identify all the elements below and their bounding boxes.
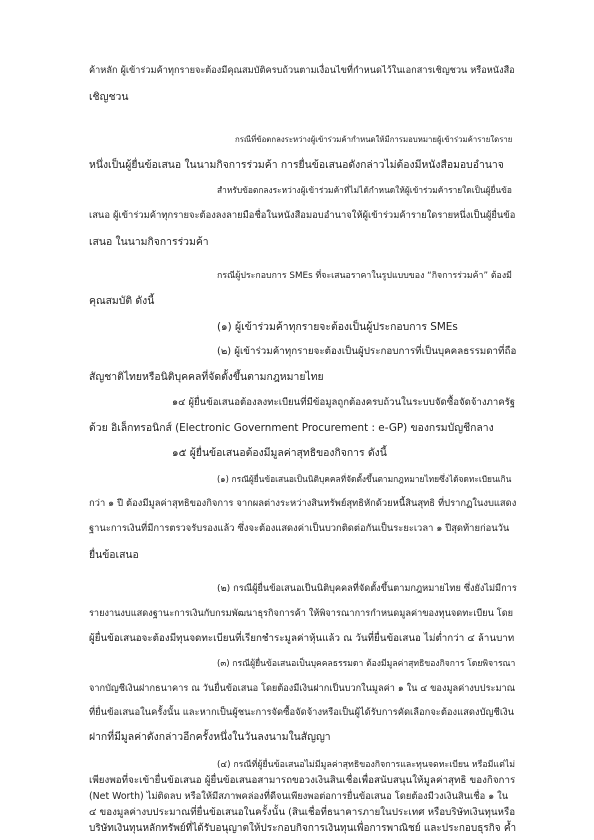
text-line: ฝากที่มีมูลค่าดังกล่าวอีกครั้งหนึ่งในวันลงนามในสัญญา	[89, 731, 331, 743]
text-line: ๔ ของมูลค่างบประมาณที่ยื่นข้อเสนอในครั้งนั้น (สินเชื่อที่ธนาคารภายในประเทศ หรือบริษัทเงินทุนหรือ	[89, 807, 516, 818]
text-line: คุณสมบัติ ดังนี้	[89, 295, 155, 307]
text-line: ที่ยื่นข้อเสนอในครั้งนั้น และหากเป็นผู้ชนะการจัดซื้อจัดจ้างหรือเป็นผู้ได้รับการคัดเลือกจะต้องแสดงบัญชีเงิน	[89, 707, 515, 718]
text-line: (๓) กรณีผู้ยื่นข้อเสนอเป็นบุคคลธรรมดา ต้องมีมูลค่าสุทธิของกิจการ โดยพิจารณา	[217, 659, 516, 669]
text-line: ๑๕ ผู้ยื่นข้อเสนอต้องมีมูลค่าสุทธิของกิจการ ดังนี้	[172, 447, 387, 459]
text-line: เชิญชวน	[89, 91, 129, 103]
text-line: กรณีผู้ประกอบการ SMEs ที่จะเสนอราคาในรูปแบบของ “กิจการร่วมค้า” ต้องมี	[217, 271, 512, 281]
text-line: (๔) กรณีที่ผู้ยื่นข้อเสนอไม่มีมูลค่าสุทธิของกิจการและทุนจดทะเบียน หรือมีแต่ไม่	[217, 760, 516, 770]
text-line: ยื่นข้อเสนอ	[89, 549, 139, 561]
text-line: เพียงพอที่จะเข้ายื่นข้อเสนอ ผู้ยื่นข้อเสนอสามารถขอวงเงินสินเชื่อเพื่อสนับสนุนให้มูลค่าสุทธิ ของกิจการ	[89, 775, 516, 786]
text-line: ๑๔ ผู้ยื่นข้อเสนอต้องลงทะเบียนที่มีข้อมูลถูกต้องครบถ้วนในระบบจัดซื้อจัดจ้างภาครัฐ	[172, 397, 516, 408]
text-line: (๒) กรณีผู้ยื่นข้อเสนอเป็นนิติบุคคลที่จัดตั้งขึ้นตามกฎหมายไทย ซึ่งยังไม่มีการ	[217, 583, 517, 594]
text-line: จากบัญชีเงินฝากธนาคาร ณ วันยื่นข้อเสนอ โดยต้องมีเงินฝากเป็นบวกในมูลค่า ๑ ใน ๔ ของมูลค่างบประมาณ	[89, 683, 516, 694]
text-line: เสนอ ผู้เข้าร่วมค้าทุกรายจะต้องลงลายมือชื่อในหนังสือมอบอำนาจให้ผู้เข้าร่วมค้ารายใดรายหนึ่งเป็นผู้ยื่นข้อ	[89, 210, 516, 221]
text-line: ฐานะการเงินที่มีการตรวจรับรองแล้ว ซึ่งจะต้องแสดงค่าเป็นบวกติดต่อกันเป็นระยะเวลา ๑ ปีสุดท้ายก่อนวัน	[89, 523, 510, 534]
text-line: สำหรับข้อตกลงระหว่างผู้เข้าร่วมค้าที่ไม่ได้กำหนดให้ผู้เข้าร่วมค้ารายใดเป็นผู้ยื่นข้อ	[217, 185, 512, 195]
text-line: (๑) ผู้เข้าร่วมค้าทุกรายจะต้องเป็นผู้ประกอบการ SMEs	[217, 321, 458, 333]
text-line: (๑) กรณีผู้ยื่นข้อเสนอเป็นนิติบุคคลที่จัดตั้งขึ้นตามกฎหมายไทยซึ่งได้จดทะเบียนเกิน	[217, 474, 512, 484]
text-line: กรณีที่ข้อตกลงระหว่างผู้เข้าร่วมค้ากำหนดให้มีการมอบหมายผู้เข้าร่วมค้ารายใดราย	[235, 135, 513, 144]
text-line: กว่า ๑ ปี ต้องมีมูลค่าสุทธิของกิจการ จากผลต่างระหว่างสินทรัพย์สุทธิหักด้วยหนี้สินสุทธิ ที่ปรากฏในงบแสดง	[89, 498, 517, 509]
text-line: หนึ่งเป็นผู้ยื่นข้อเสนอ ในนามกิจการร่วมค้า การยื่นข้อเสนอดังกล่าวไม่ต้องมีหนังสือมอบอำนาจ	[89, 159, 504, 171]
text-line: เสนอ ในนามกิจการร่วมค้า	[89, 236, 209, 248]
text-line: สัญชาติไทยหรือนิติบุคคลที่จัดตั้งขึ้นตามกฎหมายไทย	[89, 371, 324, 383]
text-line: (๒) ผู้เข้าร่วมค้าทุกรายจะต้องเป็นผู้ประกอบการที่เป็นบุคคลธรรมดาที่ถือ	[217, 346, 517, 357]
text-line: ค้าหลัก ผู้เข้าร่วมค้าทุกรายจะต้องมีคุณสมบัติครบถ้วนตามเงื่อนไขที่กำหนดไว้ในเอกสารเชิญชวน หรือหนังสือ	[89, 65, 515, 76]
text-line: (Net Worth) ไม่ติดลบ หรือให้มีสภาพคล่องที่ดีจนเพียงพอต่อการยื่นข้อเสนอ โดยต้องมีวงเงินสินเชื่อ ๑ ใน	[89, 791, 509, 802]
text-line: ด้วย อิเล็กทรอนิกส์ (Electronic Government Procurement : e-GP) ของกรมบัญชีกลาง	[89, 422, 494, 434]
text-line: บริษัทเงินทุนหลักทรัพย์ที่ได้รับอนุญาตให้ประกอบกิจการเงินทุนเพื่อการพาณิชย์ และประกอบธุรกิจ ค้ำ	[89, 823, 517, 834]
text-line: ผู้ยื่นข้อเสนอจะต้องมีทุนจดทะเบียนที่เรียกชำระมูลค่าหุ้นแล้ว ณ วันที่ยื่นข้อเสนอ ไม่ต่ำกว่า ๔ ล้านบาท	[89, 633, 515, 644]
text-line: รายงานงบแสดงฐานะการเงินกับกรมพัฒนาธุรกิจการค้า ให้พิจารณาการกำหนดมูลค่าของทุนจดทะเบียน โดย	[89, 608, 514, 619]
